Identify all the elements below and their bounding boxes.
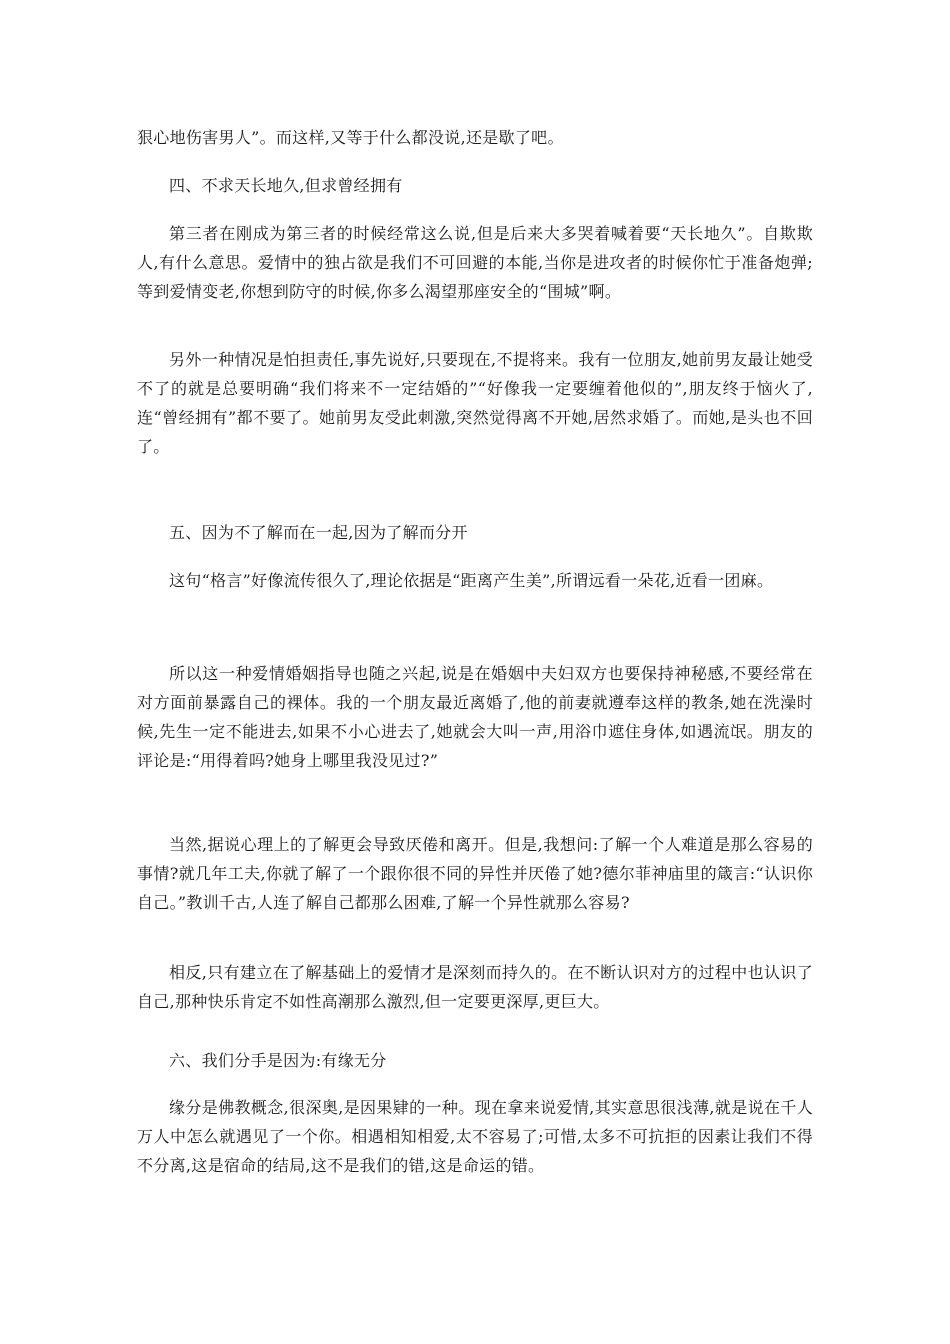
paragraph: 另外一种情况是怕担责任,事先说好,只要现在,不提将来。我有一位朋友,她前男友最让她受不了的就是总要明确“我们将来不一定结婚的”“好像我一定要缠着他似的”,朋友终于恼火了,连“曾经拥有”都不要了。她前男友受此刺激,突然觉得离不开她,居然求婚了。而她,是头也不回了。 [137, 350, 813, 456]
paragraph-continuation: 狠心地伤害男人”。而这样,又等于什么都没说,还是歇了吧。 [137, 128, 564, 147]
section-heading-6: 六、我们分手是因为:有缘无分 [169, 1051, 387, 1070]
section-heading-5: 五、因为不了解而在一起,因为了解而分开 [169, 523, 468, 542]
paragraph: 缘分是佛教概念,很深奥,是因果肄的一种。现在拿来说爱情,其实意思很浅薄,就是说在千人万人中怎么就遇见了一个你。相遇相知相爱,太不容易了;可惜,太多不可抗拒的因素让我们不得不分离,这是宿命的结局,这不是我们的错,这是命运的错。 [137, 1098, 813, 1175]
paragraph: 这句“格言”好像流传很久了,理论依据是“距离产生美”,所谓远看一朵花,近看一团麻。 [169, 571, 774, 590]
section-heading-4: 四、不求天长地久,但求曾经拥有 [169, 176, 403, 195]
paragraph: 第三者在刚成为第三者的时候经常这么说,但是后来大多哭着喊着要“天长地久”。自欺欺人,有什么意思。爱情中的独占欲是我们不可回避的本能,当你是进攻者的时候你忙于准备炮弹;等到爱情变老,你想到防守的时候,你多么渴望那座安全的“围城”啊。 [137, 224, 813, 301]
paragraph: 相反,只有建立在了解基础上的爱情才是深刻而持久的。在不断认识对方的过程中也认识了自己,那种快乐肯定不如性高潮那么激烈,但一定要更深厚,更巨大。 [137, 963, 813, 1011]
paragraph: 当然,据说心理上的了解更会导致厌倦和离开。但是,我想问:了解一个人难道是那么容易的事情?就几年工夫,你就了解了一个跟你很不同的异性并厌倦了她?德尔菲神庙里的箴言:“认识你自己。”教训千古,人连了解自己都那么困难,了解一个异性就那么容易? [137, 835, 813, 912]
paragraph: 所以这一种爱情婚姻指导也随之兴起,说是在婚姻中夫妇双方也要保持神秘感,不要经常在对方面前暴露自己的裸体。我的一个朋友最近离婚了,他的前妻就遵奉这样的教条,她在洗澡时候,先生一定不能进去,如果不小心进去了,她就会大叫一声,用浴巾遮住身体,如遇流氓。朋友的评论是:“用得着吗?她身上哪里我没见过?” [137, 664, 813, 770]
